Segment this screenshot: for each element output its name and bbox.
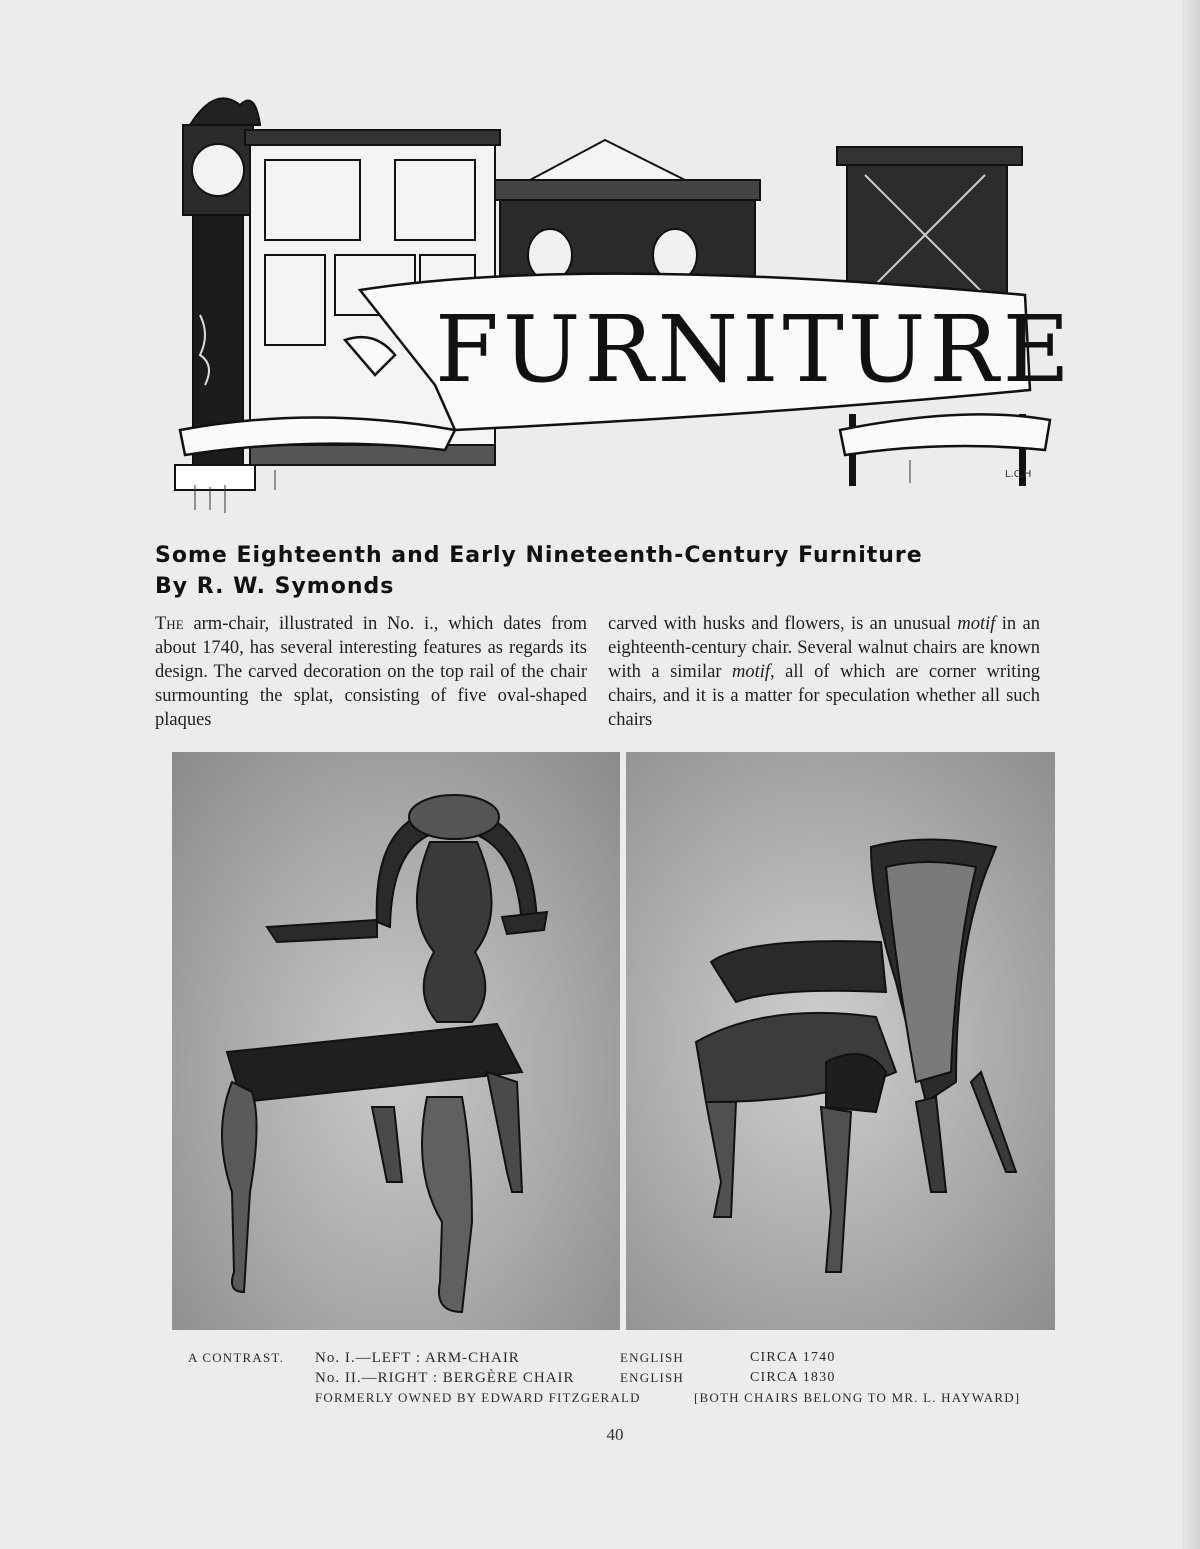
bergere-chair-drawing — [626, 752, 1055, 1330]
caption-origin-2: ENGLISH — [620, 1370, 685, 1385]
lead-word: The — [155, 614, 184, 634]
furniture-banner — [165, 85, 1074, 515]
article-title — [155, 540, 1055, 602]
article-byline: By R. W. Symonds — [155, 574, 395, 599]
arm-chair-drawing — [172, 752, 620, 1330]
caption-date-2: CIRCA 1830 — [750, 1370, 836, 1385]
caption-row-2 — [188, 1370, 1058, 1390]
artist-signature: L.C.H — [1005, 469, 1032, 480]
photo-caption — [188, 1350, 1058, 1410]
motif-emphasis: motif — [957, 614, 996, 634]
motif-emphasis-2: motif, — [731, 662, 775, 682]
page-edge-shadow — [1182, 0, 1200, 1549]
banner-title: FURNITURE — [435, 296, 1074, 403]
caption-row-1 — [188, 1350, 1058, 1370]
column-right-text-3: all of which are corner writing chairs, and it is a matter for speculation whether all such chairs — [608, 662, 1040, 730]
caption-item-1: No. I.—LEFT : ARM-CHAIR — [315, 1350, 520, 1366]
caption-ownership: [BOTH CHAIRS BELONG TO MR. L. HAYWARD] — [694, 1390, 1021, 1405]
caption-date-1: CIRCA 1740 — [750, 1350, 836, 1365]
caption-origin-1: ENGLISH — [620, 1350, 685, 1365]
photo-arm-chair — [172, 752, 620, 1330]
column-right — [608, 612, 1040, 732]
floor-hatching — [195, 460, 910, 513]
caption-provenance: FORMERLY OWNED BY EDWARD FITZGERALD — [315, 1390, 641, 1405]
column-right-text-1: carved with husks and flowers, is an unusual — [608, 614, 958, 634]
pediment-shelf-drawing — [495, 140, 760, 295]
photo-plate — [172, 752, 1055, 1330]
column-left — [155, 612, 587, 732]
column-right-text-2: in an eighteenth-century chair. Several walnut chairs are known with a similar — [608, 614, 1040, 682]
caption-label: A CONTRAST. — [188, 1350, 285, 1365]
column-left-text: arm-chair, illustrated in No. i., which dates from about 1740, has several interesting features as regards its design. The carved decoration on the top rail of the chair surmounting the splat, consisting of five oval-shaped plaques — [155, 614, 587, 730]
article-body — [155, 612, 1040, 732]
caption-item-2: No. II.—RIGHT : BERGÈRE CHAIR — [315, 1370, 575, 1386]
page-number: 40 — [606, 1425, 624, 1444]
photo-bergere-chair — [626, 752, 1055, 1330]
article-title-line: Some Eighteenth and Early Nineteenth-Century Furniture — [155, 543, 923, 568]
caption-row-3 — [188, 1390, 1058, 1410]
